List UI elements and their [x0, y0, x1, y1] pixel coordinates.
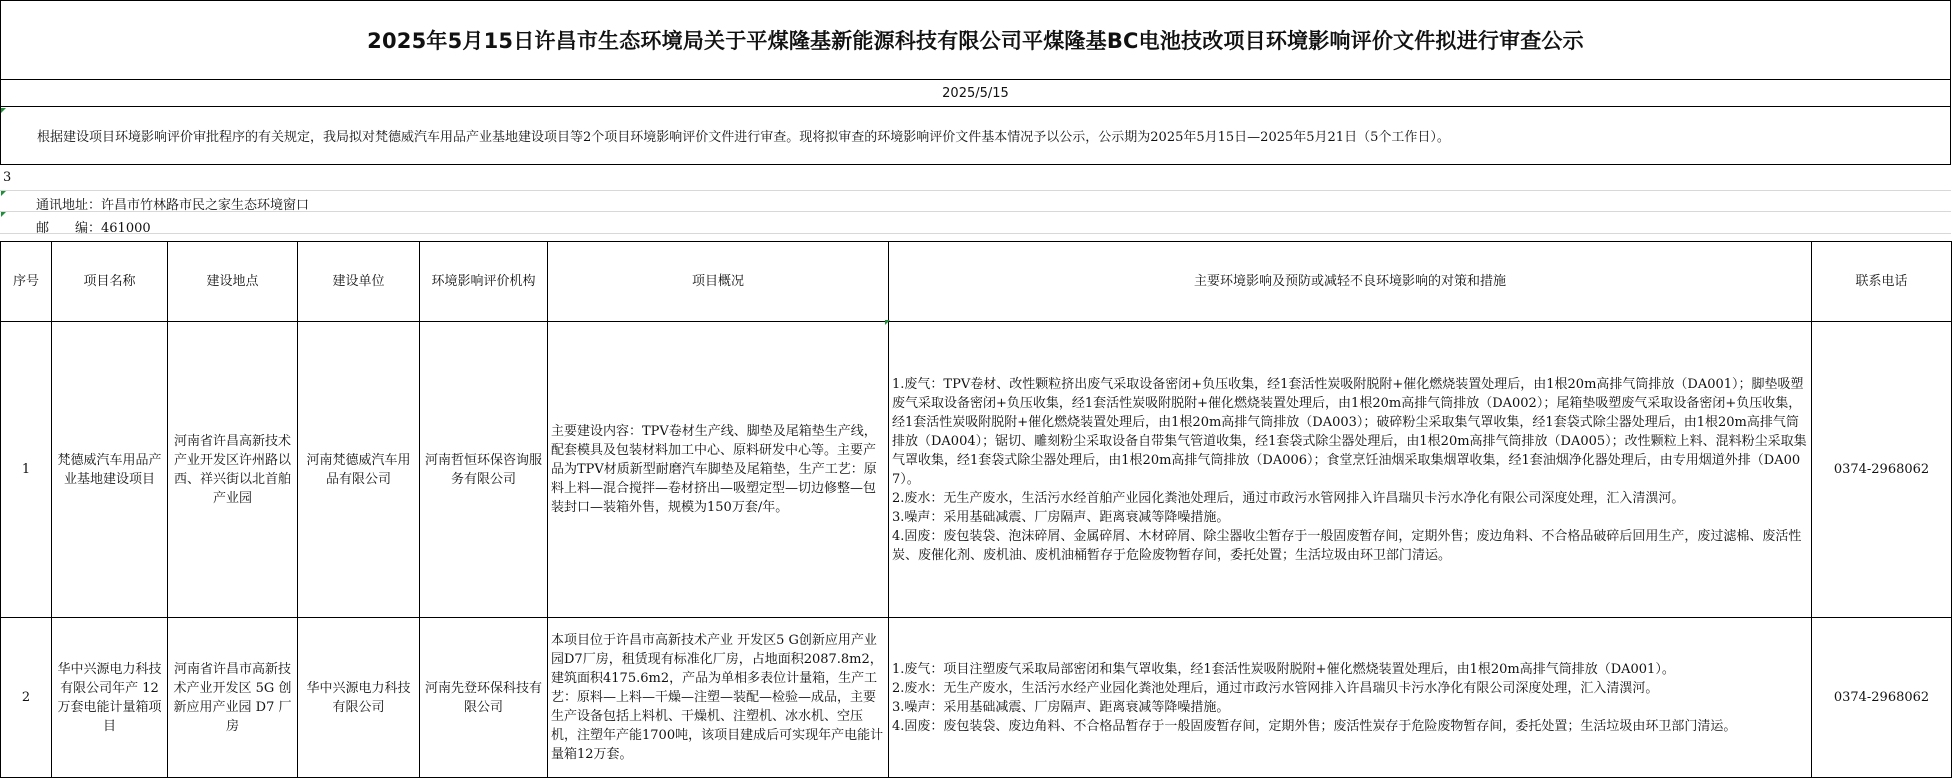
cell-measures: [889, 322, 1812, 618]
cell-no: 2: [1, 618, 52, 778]
cell-measures: [889, 618, 1812, 778]
measure-item: 3.噪声：采用基础减震、厂房隔声、距离衰减等降噪措施。: [892, 699, 1230, 715]
measure-item: 1.废气：项目注塑废气采取局部密闭和集气罩收集，经1套活性炭吸附脱附+催化燃烧装置处理后，由1根20m高排气筒排放（DA001）。: [892, 661, 1675, 677]
contact-postcode: 邮 编：461000: [36, 221, 151, 236]
cell-phone: 0374-2968062: [1812, 322, 1952, 618]
measure-item: 4.固废：废包装袋、泡沫碎屑、金属碎屑、木材碎屑、除尘器收尘暂存于一般固废暂存间，定期外售；废边角料、不合格品破碎后回用生产，废过滤棉、废活性炭、废催化剂、废机油、废机油桶暂存于危险废物暂存间，委托处置；生活垃圾由环卫部门清运。: [892, 528, 1802, 563]
measure-item: 2.废水：无生产废水，生活污水经首舶产业园化粪池处理后，通过市政污水管网排入许昌瑞贝卡污水净化有限公司深度处理，汇入清潩河。: [892, 490, 1685, 506]
measure-item: 3.噪声：采用基础减震、厂房隔声、距离衰减等降噪措施。: [892, 509, 1230, 525]
project-table: [0, 241, 1952, 778]
header-name: 项目名称: [52, 242, 168, 322]
grid-line: [0, 190, 1951, 191]
cell-unit: 华中兴源电力科技有限公司: [298, 618, 420, 778]
stray-number: 3: [3, 170, 12, 185]
cell-agency: 河南先登环保科技有限公司: [420, 618, 548, 778]
publish-date: 2025/5/15: [0, 80, 1951, 107]
header-no: 序号: [1, 242, 52, 322]
header-unit: 建设单位: [298, 242, 420, 322]
header-phone: 联系电话: [1812, 242, 1952, 322]
header-agency: 环境影响评价机构: [420, 242, 548, 322]
contact-address: 通讯地址：许昌市竹林路市民之家生态环境窗口: [36, 198, 310, 213]
table-header-row: [1, 242, 1952, 322]
cell-marker-icon: [1, 108, 6, 113]
measure-item: 4.固废：废包装袋、废边角料、不合格品暂存于一般固废暂存间，定期外售；废活性炭存于危险废物暂存间，委托处置；生活垃圾由环卫部门清运。: [892, 718, 1737, 734]
grid-line: [0, 233, 1951, 234]
cell-overview: 本项目位于许昌市高新技术产业 开发区5 G创新应用产业园D7厂房，租赁现有标准化厂房，占地面积2087.8m2，建筑面积4175.6m2，产品为单相多表位计量箱，生产工艺：原料—上料—干燥—注塑—装配—检验—成品，主要生产设备包括上料机、干燥机、注塑机、冰水机、空压机，注塑年产能1700吨，该项目建成后可实现年产电能计量箱12万套。: [548, 618, 889, 778]
cell-location: 河南省许昌市高新技术产业开发区 5G 创新应用产业园 D7 厂房: [168, 618, 298, 778]
cell-name: 梵德威汽车用品产业基地建设项目: [52, 322, 168, 618]
table-row: [1, 618, 1952, 778]
measure-item: 1.废气：TPV卷材、改性颗粒挤出废气采取设备密闭+负压收集，经1套活性炭吸附脱附+催化燃烧装置处理后，由1根20m高排气筒排放（DA001）；脚垫吸塑废气采取设备密闭+负压收集，经1套活性炭吸附脱附+催化燃烧装置处理后，由1根20m高排气筒排放（DA002）；尾箱垫吸塑废气采取设备密闭+负压收集，经1套活性炭吸附脱附+催化燃烧装置处理后，由1根20m高排气筒排放（DA003）；破碎粉尘采取集气罩收集，经1套袋式除尘器处理后，由1根20m高排气筒排放（DA004）；锯切、雕刻粉尘采取设备自带集气管道收集，经1套袋式除尘器处理后，由1根20m高排气筒排放（DA005）；改性颗粒上料、混料粉尘采取集气罩收集，经1套袋式除尘器处理后，由1根20m高排气筒排放（DA006）；食堂烹饪油烟采取集烟罩收集，经1套油烟净化器处理后，由专用烟道外排（DA007）。: [892, 376, 1807, 487]
intro-paragraph: 根据建设项目环境影响评价审批程序的有关规定，我局拟对梵德威汽车用品产业基地建设项目等2个项目环境影响评价文件进行审查。现将拟审查的环境影响评价文件基本情况予以公示，公示期为2025年5月15日—2025年5月21日（5个工作日）。: [0, 107, 1951, 165]
cell-overview: 主要建设内容：TPV卷材生产线、脚垫及尾箱垫生产线，配套模具及包装材料加工中心、原料研发中心等。主要产品为TPV材质新型耐磨汽车脚垫及尾箱垫，生产工艺：原料上料—混合搅拌—卷材挤出—吸塑定型—切边修整—包装封口—装箱外售，规模为150万套/年。: [548, 322, 889, 618]
cell-name: 华中兴源电力科技有限公司年产 12 万套电能计量箱项目: [52, 618, 168, 778]
header-measures: 主要环境影响及预防或减轻不良环境影响的对策和措施: [889, 242, 1812, 322]
cell-phone: 0374-2968062: [1812, 618, 1952, 778]
header-location: 建设地点: [168, 242, 298, 322]
table-row: [1, 322, 1952, 618]
cell-marker-icon: [885, 320, 890, 325]
cell-no: 1: [1, 322, 52, 618]
cell-location: 河南省许昌高新技术产业开发区许州路以西、祥兴街以北首舶产业园: [168, 322, 298, 618]
cell-marker-icon: [1, 191, 6, 196]
header-overview: 项目概况: [548, 242, 889, 322]
cell-unit: 河南梵德威汽车用品有限公司: [298, 322, 420, 618]
cell-marker-icon: [1, 212, 6, 217]
cell-agency: 河南哲恒环保咨询服务有限公司: [420, 322, 548, 618]
page-title: 2025年5月15日许昌市生态环境局关于平煤隆基新能源科技有限公司平煤隆基BC电池技改项目环境影响评价文件拟进行审查公示: [0, 0, 1951, 80]
measure-item: 2.废水：无生产废水，生活污水经产业园化粪池处理后，通过市政污水管网排入许昌瑞贝卡污水净化有限公司深度处理，汇入清潩河。: [892, 680, 1659, 696]
